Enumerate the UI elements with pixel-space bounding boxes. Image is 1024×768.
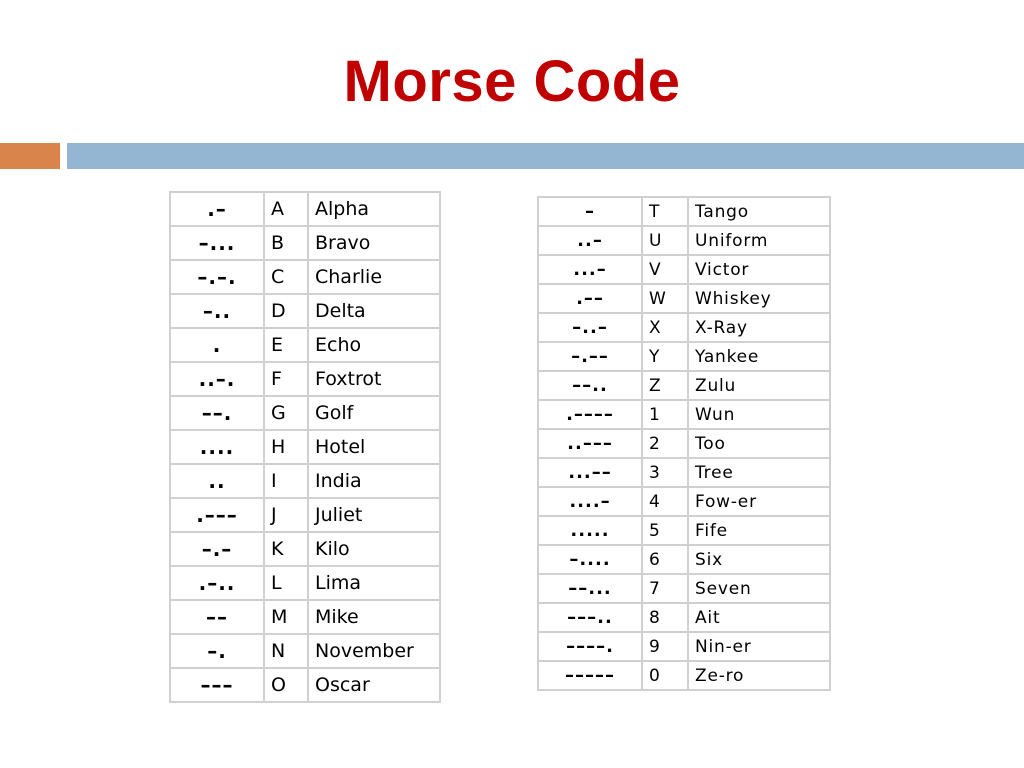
phonetic-word-cell: Foxtrot bbox=[308, 362, 440, 396]
table-row bbox=[170, 192, 440, 226]
morse-code-cell: ...– bbox=[538, 255, 642, 284]
phonetic-word-cell: Yankee bbox=[688, 342, 830, 371]
morse-code-cell: .– bbox=[170, 192, 264, 226]
letter-cell: K bbox=[264, 532, 308, 566]
table-row bbox=[538, 371, 830, 400]
phonetic-word-cell: Lima bbox=[308, 566, 440, 600]
slide-title: Morse Code bbox=[343, 49, 681, 114]
table-row bbox=[538, 661, 830, 690]
morse-code-cell: –... bbox=[170, 226, 264, 260]
table-row bbox=[538, 516, 830, 545]
morse-code-cell: –. bbox=[170, 634, 264, 668]
table-row bbox=[538, 574, 830, 603]
phonetic-word-cell: India bbox=[308, 464, 440, 498]
table-row bbox=[170, 566, 440, 600]
phonetic-word-cell: Juliet bbox=[308, 498, 440, 532]
morse-code-cell: ––. bbox=[170, 396, 264, 430]
letter-cell: 3 bbox=[642, 458, 688, 487]
table-row bbox=[538, 226, 830, 255]
table-row bbox=[170, 362, 440, 396]
phonetic-word-cell: Too bbox=[688, 429, 830, 458]
phonetic-word-cell: Wun bbox=[688, 400, 830, 429]
accent-bar-blue bbox=[67, 143, 1024, 169]
morse-code-cell: ––––. bbox=[538, 632, 642, 661]
morse-code-cell: ––.. bbox=[538, 371, 642, 400]
morse-code-cell: ...–– bbox=[538, 458, 642, 487]
phonetic-word-cell: X-Ray bbox=[688, 313, 830, 342]
letter-cell: 6 bbox=[642, 545, 688, 574]
letter-cell: 5 bbox=[642, 516, 688, 545]
phonetic-word-cell: Mike bbox=[308, 600, 440, 634]
table-row bbox=[170, 328, 440, 362]
letter-cell: 1 bbox=[642, 400, 688, 429]
phonetic-word-cell: Oscar bbox=[308, 668, 440, 702]
table-row bbox=[170, 498, 440, 532]
table-row bbox=[170, 532, 440, 566]
phonetic-word-cell: November bbox=[308, 634, 440, 668]
morse-code-cell: .... bbox=[170, 430, 264, 464]
morse-code-cell: –.. bbox=[170, 294, 264, 328]
letter-cell: A bbox=[264, 192, 308, 226]
phonetic-word-cell: Hotel bbox=[308, 430, 440, 464]
morse-code-cell: –.... bbox=[538, 545, 642, 574]
table-row bbox=[170, 464, 440, 498]
table-row bbox=[538, 545, 830, 574]
table-row bbox=[538, 429, 830, 458]
letter-cell: D bbox=[264, 294, 308, 328]
letter-cell: X bbox=[642, 313, 688, 342]
morse-code-cell: –– bbox=[170, 600, 264, 634]
accent-bar-orange bbox=[0, 143, 60, 169]
table-row bbox=[538, 632, 830, 661]
letter-cell: B bbox=[264, 226, 308, 260]
letter-cell: O bbox=[264, 668, 308, 702]
letter-cell: 4 bbox=[642, 487, 688, 516]
morse-table-right bbox=[537, 196, 831, 691]
morse-code-cell: .. bbox=[170, 464, 264, 498]
table-row bbox=[170, 260, 440, 294]
morse-code-cell: ..–. bbox=[170, 362, 264, 396]
letter-cell: 2 bbox=[642, 429, 688, 458]
table-row bbox=[538, 487, 830, 516]
table-row bbox=[538, 284, 830, 313]
phonetic-word-cell: Alpha bbox=[308, 192, 440, 226]
morse-code-cell: .–.. bbox=[170, 566, 264, 600]
letter-cell: N bbox=[264, 634, 308, 668]
morse-code-cell: –.–. bbox=[170, 260, 264, 294]
table-row bbox=[538, 603, 830, 632]
letter-cell: 0 bbox=[642, 661, 688, 690]
phonetic-word-cell: Ait bbox=[688, 603, 830, 632]
phonetic-word-cell: Victor bbox=[688, 255, 830, 284]
letter-cell: V bbox=[642, 255, 688, 284]
phonetic-word-cell: Charlie bbox=[308, 260, 440, 294]
letter-cell: L bbox=[264, 566, 308, 600]
morse-code-cell: ––– bbox=[170, 668, 264, 702]
morse-code-cell: . bbox=[170, 328, 264, 362]
phonetic-word-cell: Ze-ro bbox=[688, 661, 830, 690]
phonetic-word-cell: Fow-er bbox=[688, 487, 830, 516]
phonetic-word-cell: Delta bbox=[308, 294, 440, 328]
phonetic-word-cell: Seven bbox=[688, 574, 830, 603]
morse-code-cell: –.– bbox=[170, 532, 264, 566]
phonetic-word-cell: Fife bbox=[688, 516, 830, 545]
letter-cell: Z bbox=[642, 371, 688, 400]
table-row bbox=[170, 600, 440, 634]
table-row bbox=[538, 197, 830, 226]
letter-cell: Y bbox=[642, 342, 688, 371]
letter-cell: H bbox=[264, 430, 308, 464]
phonetic-word-cell: Zulu bbox=[688, 371, 830, 400]
letter-cell: C bbox=[264, 260, 308, 294]
phonetic-word-cell: Uniform bbox=[688, 226, 830, 255]
table-row bbox=[170, 226, 440, 260]
letter-cell: U bbox=[642, 226, 688, 255]
morse-code-cell: –––.. bbox=[538, 603, 642, 632]
table-row bbox=[170, 294, 440, 328]
letter-cell: 8 bbox=[642, 603, 688, 632]
morse-code-cell: ..– bbox=[538, 226, 642, 255]
phonetic-word-cell: Bravo bbox=[308, 226, 440, 260]
phonetic-word-cell: Nin-er bbox=[688, 632, 830, 661]
letter-cell: E bbox=[264, 328, 308, 362]
table-row bbox=[538, 458, 830, 487]
phonetic-word-cell: Tree bbox=[688, 458, 830, 487]
table-row bbox=[170, 430, 440, 464]
morse-code-cell: .–– bbox=[538, 284, 642, 313]
phonetic-word-cell: Tango bbox=[688, 197, 830, 226]
letter-cell: F bbox=[264, 362, 308, 396]
morse-code-cell: –.–– bbox=[538, 342, 642, 371]
morse-code-cell: ––... bbox=[538, 574, 642, 603]
letter-cell: T bbox=[642, 197, 688, 226]
morse-code-cell: .–––– bbox=[538, 400, 642, 429]
phonetic-word-cell: Golf bbox=[308, 396, 440, 430]
table-row bbox=[538, 255, 830, 284]
phonetic-word-cell: Whiskey bbox=[688, 284, 830, 313]
morse-table-left bbox=[169, 191, 441, 703]
morse-code-cell: ..––– bbox=[538, 429, 642, 458]
letter-cell: G bbox=[264, 396, 308, 430]
phonetic-word-cell: Echo bbox=[308, 328, 440, 362]
letter-cell: M bbox=[264, 600, 308, 634]
phonetic-word-cell: Kilo bbox=[308, 532, 440, 566]
table-row bbox=[170, 668, 440, 702]
table-row bbox=[170, 396, 440, 430]
table-row bbox=[538, 342, 830, 371]
letter-cell: 9 bbox=[642, 632, 688, 661]
phonetic-word-cell: Six bbox=[688, 545, 830, 574]
table-row bbox=[538, 400, 830, 429]
letter-cell: J bbox=[264, 498, 308, 532]
letter-cell: 7 bbox=[642, 574, 688, 603]
morse-code-cell: ..... bbox=[538, 516, 642, 545]
morse-code-cell: – bbox=[538, 197, 642, 226]
letter-cell: W bbox=[642, 284, 688, 313]
morse-code-cell: –..– bbox=[538, 313, 642, 342]
morse-code-cell: ––––– bbox=[538, 661, 642, 690]
morse-code-cell: .––– bbox=[170, 498, 264, 532]
letter-cell: I bbox=[264, 464, 308, 498]
morse-code-cell: ....– bbox=[538, 487, 642, 516]
table-row bbox=[538, 313, 830, 342]
table-row bbox=[170, 634, 440, 668]
